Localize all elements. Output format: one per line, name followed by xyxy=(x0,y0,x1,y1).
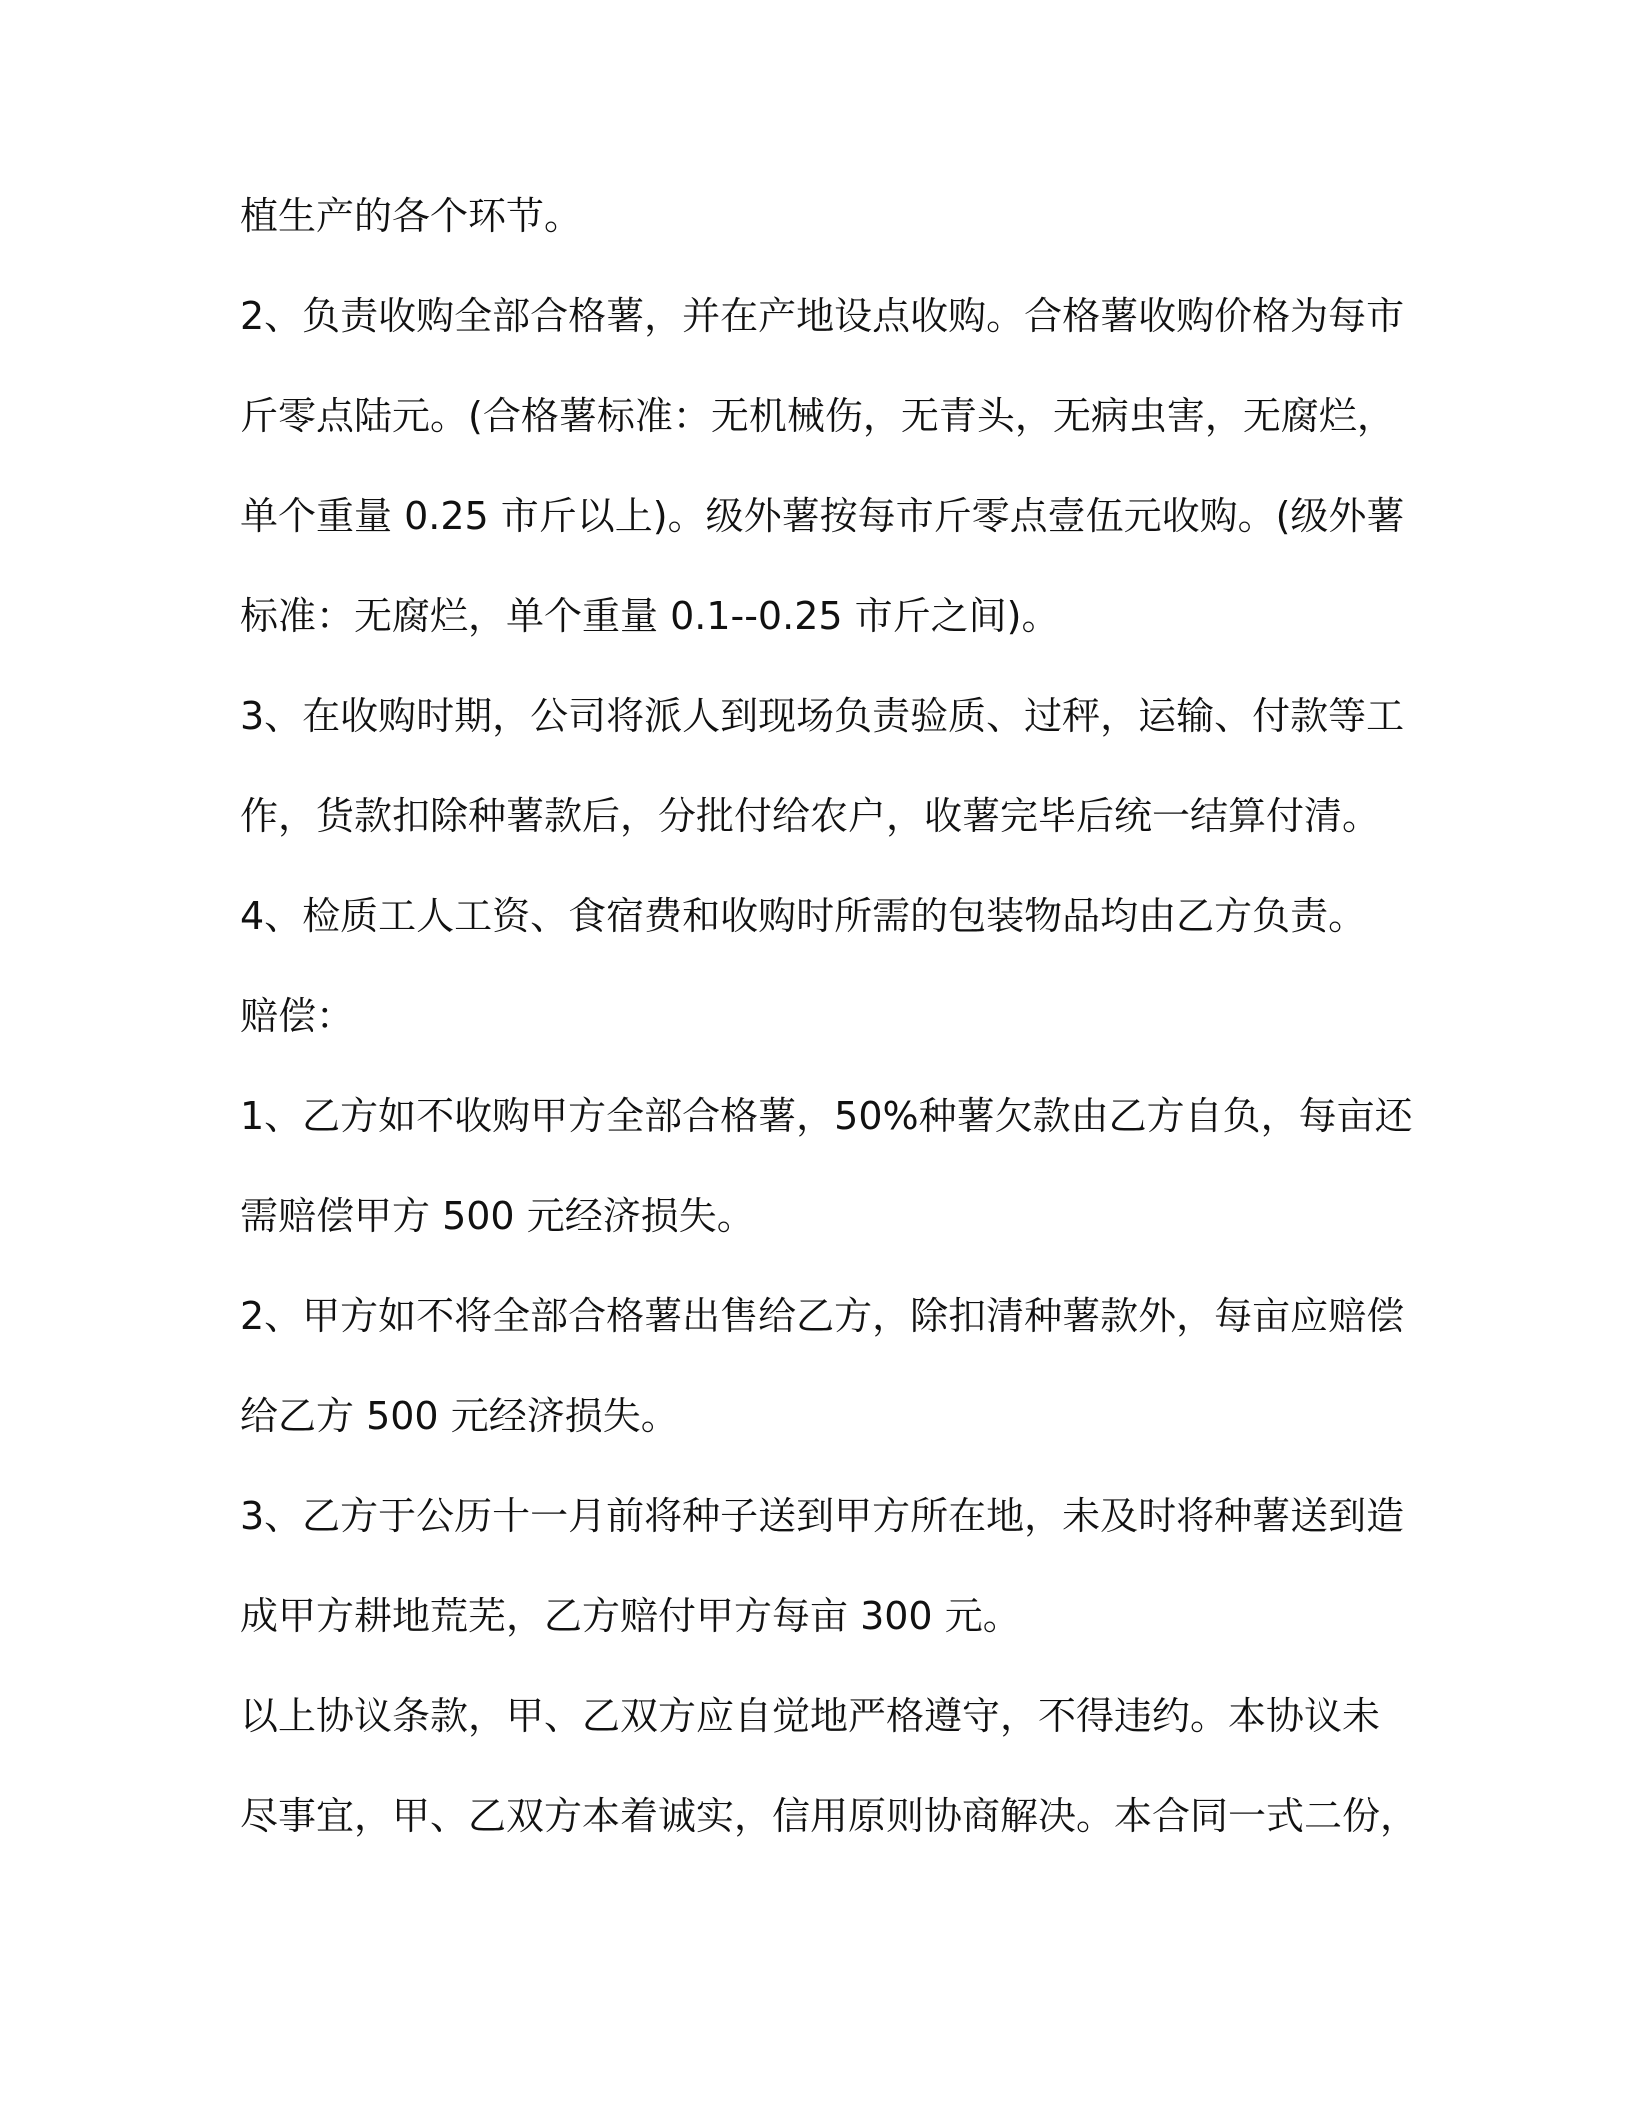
text-line: 成甲方耕地荒芜，乙方赔付甲方每亩 300 元。 xyxy=(240,1594,1021,1638)
text-line: 斤零点陆元。(合格薯标准：无机械伤，无青头，无病虫害，无腐烂， xyxy=(240,394,1395,438)
text-line: 作，货款扣除种薯款后，分批付给农户，收薯完毕后统一结算付清。 xyxy=(240,794,1381,838)
text-line: 3、乙方于公历十一月前将种子送到甲方所在地，未及时将种薯送到造 xyxy=(240,1494,1405,1538)
text-line: 以上协议条款，甲、乙双方应自觉地严格遵守，不得违约。本协议未 xyxy=(240,1694,1381,1738)
text-line: 植生产的各个环节。 xyxy=(240,194,583,238)
text-line: 尽事宜，甲、乙双方本着诚实，信用原则协商解决。本合同一式二份， xyxy=(240,1794,1419,1838)
text-line: 1、乙方如不收购甲方全部合格薯，50%种薯欠款由乙方自负，每亩还 xyxy=(240,1094,1413,1138)
text-line: 2、甲方如不将全部合格薯出售给乙方，除扣清种薯款外，每亩应赔偿 xyxy=(240,1294,1405,1338)
text-line: 单个重量 0.25 市斤以上)。级外薯按每市斤零点壹伍元收购。(级外薯 xyxy=(240,494,1405,538)
section-heading: 赔偿： xyxy=(240,994,355,1038)
text-line: 4、检质工人工资、食宿费和收购时所需的包装物品均由乙方负责。 xyxy=(240,894,1367,938)
text-line: 2、负责收购全部合格薯，并在产地设点收购。合格薯收购价格为每市 xyxy=(240,294,1405,338)
text-line: 给乙方 500 元经济损失。 xyxy=(240,1394,679,1438)
text-line: 标准：无腐烂，单个重量 0.1--0.25 市斤之间)。 xyxy=(240,594,1060,638)
text-line: 3、在收购时期，公司将派人到现场负责验质、过秤，运输、付款等工 xyxy=(240,694,1405,738)
text-line: 需赔偿甲方 500 元经济损失。 xyxy=(240,1194,755,1238)
